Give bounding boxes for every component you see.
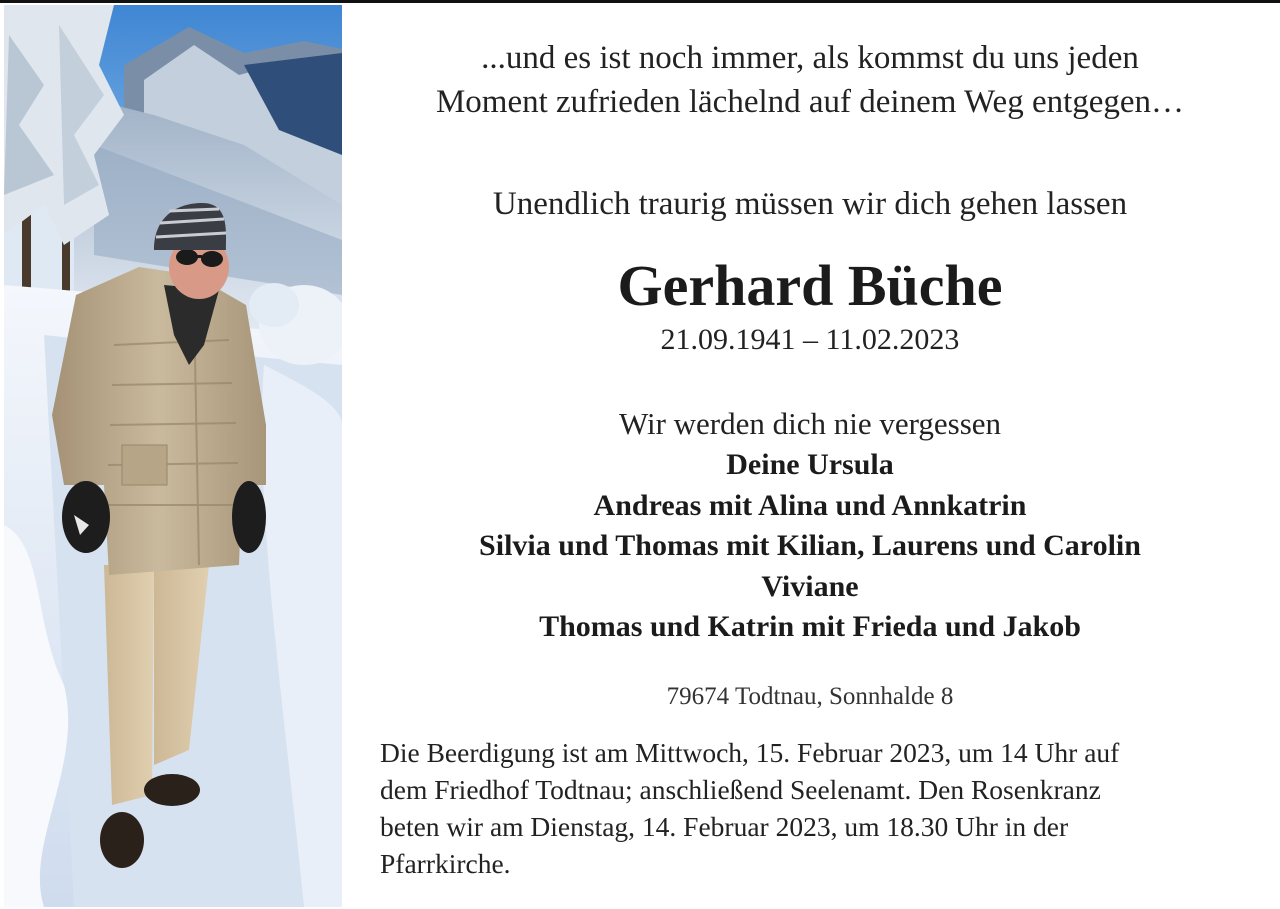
deceased-name: Gerhard Büche [617,253,1003,318]
funeral-line: beten wir am Dienstag, 14. Februar 2023, um 18.30 Uhr in der [380,811,1069,842]
intro-line: Unendlich traurig müssen wir dich gehen lassen [492,186,1128,222]
memorial-quote [360,36,1260,124]
funeral-details [380,734,1255,882]
mourner-entry: Thomas und Katrin mit Frieda und Jakob [539,610,1081,643]
snow-landscape-illustration [4,5,342,907]
funeral-line: Pfarrkirche. [380,848,511,879]
mourner-entry: Deine Ursula [726,448,894,481]
quote-line: Moment zufrieden lächelnd auf deinem Weg entgegen… [435,84,1185,120]
funeral-line: dem Friedhof Todtnau; anschließend Seelenamt. Den Rosenkranz [380,774,1101,805]
family-address: 79674 Todtnau, Sonnhalde 8 [666,683,954,710]
funeral-line: Die Beerdigung ist am Mittwoch, 15. Februar 2023, um 14 Uhr auf [380,737,1120,768]
mourner-entry: Silvia und Thomas mit Kilian, Laurens und Carolin [479,529,1141,562]
quote-line: ...und es ist noch immer, als kommst du uns jeden [481,40,1139,76]
portrait-photo [4,5,342,907]
mourner-entry: Andreas mit Alina und Annkatrin [593,488,1027,522]
life-dates: 21.09.1941 – 11.02.2023 [660,323,960,356]
mourner-entry: Viviane [761,569,859,603]
mourners-list [360,445,1260,648]
obituary-text-column [360,0,1260,909]
farewell-line: Wir werden dich nie vergessen [618,406,1002,441]
